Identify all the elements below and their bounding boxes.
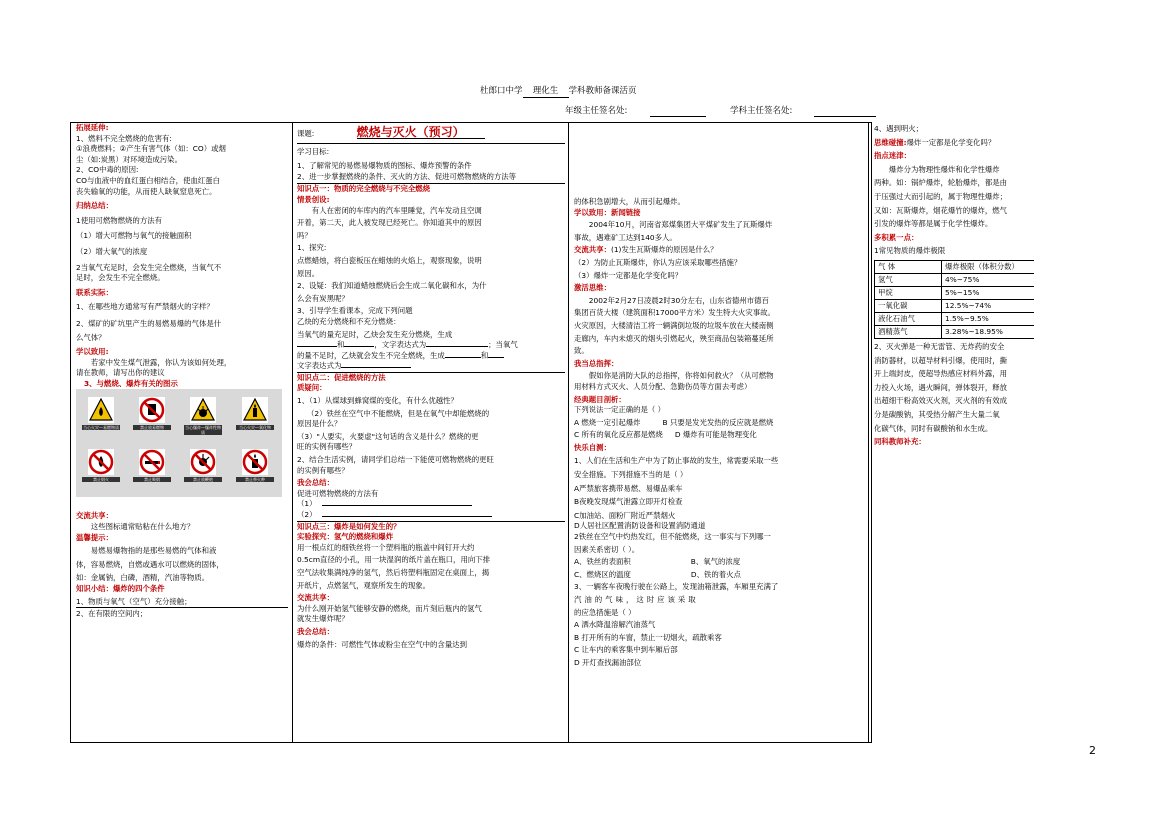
heading-scenario: 情景创设: (297, 194, 330, 204)
column-1 (76, 123, 288, 742)
text-line: 汽油的气味，这时应该采取 (574, 595, 699, 604)
text-span: ；当氧气 (488, 340, 518, 350)
heading-classic: 经典题目剖析： (574, 394, 626, 404)
text-line: 的应急措施是（ ） (574, 607, 636, 617)
text-span: A 燃烧一定引起爆炸 (574, 417, 641, 427)
table-cell: 甲烷 (875, 286, 942, 299)
sign-caption: 当心爆炸—爆炸性物质 (185, 425, 221, 436)
text-line: 的实例有哪些？ (297, 465, 349, 475)
text-line: 2、进一步掌握燃烧的条件、灭火的方法、促进可燃物燃烧的方法等 (297, 171, 517, 181)
text-line: （1）增大可燃物与氧气的接触面积 (76, 231, 192, 241)
text-span: ，文字表达式为 (374, 340, 427, 350)
text-line: 用材料方式灭火、人员分配、急勤伤员等方面去考虑） (574, 381, 752, 391)
text-line: 2、CO中毒的原因: (76, 165, 139, 175)
text-line: （2）增大氧气的浓度 (76, 246, 148, 256)
text-line: 走廊内，车内未熄灭的烟头引燃起火，殃至商品包装箱蔓延所 (574, 333, 774, 343)
text-line: 火灾原因，大楼清洁工将一辆满倒垃圾的垃圾车放在大楼南侧 (574, 320, 774, 330)
heading-share-3: 交流共享： (574, 245, 611, 255)
table-cell: 酒精蒸气 (875, 325, 942, 338)
text-line: 2铁丝在空气中灼热发红，但不能燃烧，这一事实与下列哪一 (574, 532, 771, 542)
text-line: 0.5cm直径的小孔，用一块湿润的纸片盖在瓶口，用向下排 (297, 555, 491, 565)
text-line: 2当氧气充足时，会发生完全燃烧，当氧气不 (76, 262, 222, 272)
text-line: 致。 (574, 346, 589, 356)
text-line: 有人在密闭的车库内的汽车里睡觉，汽车发动且空调 (311, 205, 482, 215)
text-line: 开着，第二天，此人被发现已经死亡。你知道其中的原因 (297, 218, 482, 228)
text-line: （3）爆炸一定都是化学变化吗？ (574, 270, 683, 280)
table-cell: 5%~15% (942, 286, 1035, 299)
text-line: A严禁旅客携带易燃、易爆品乘车 (574, 483, 683, 493)
table-cell: 氢气 (875, 273, 942, 286)
text-line: 分是碳酸钠，其受热分解产生大量二氧 (874, 409, 1000, 419)
text-line: 集团百货大楼（建筑面积17000平方米）发生特大火灾事故。 (574, 308, 775, 318)
outer-right-border (871, 122, 872, 742)
text-line: 消防器材，以超导材料引爆，使用时，撕 (874, 355, 1008, 365)
heading-point-2: 知识点二：促进燃烧的方法 (297, 372, 386, 382)
text-line: 2、结合生活实例，请同学们总结一下能使可燃物燃烧的更旺 (297, 455, 494, 465)
text-span: A、铁丝的表面积 (574, 557, 631, 567)
text-line: 空气法收集满纯净的氢气，然后将塑料瓶固定在桌面上，揭 (297, 567, 490, 577)
text-line: 又如：瓦斯爆炸，烟花爆竹的爆炸，燃气 (874, 205, 1008, 215)
text-line: 1、人们在生活和生产中为了防止事故的发生，常需要采取一些 (574, 456, 779, 466)
text-line: C加油站、面粉厂附近严禁烟火 (574, 510, 676, 520)
table-cell: 4%~75% (942, 273, 1035, 286)
heading-share-2: 交流共享： (297, 593, 334, 603)
col-divider-2 (568, 122, 569, 742)
oxidizer-sign-icon (236, 397, 274, 437)
text-line: 事故，遇难矿工达到140多人。 (574, 232, 677, 242)
school-name: 杜郎口中学 (480, 86, 523, 96)
text-span: B 只要是发光发热的反应就是燃烧 (662, 417, 774, 427)
text-line: 吗？ (297, 230, 312, 240)
text-line: 1使用可燃物燃烧的方法有 (76, 215, 163, 225)
text-span: （2） (297, 510, 317, 519)
text-line: 若家中发生煤气泄露，你认为该如何处理， (90, 357, 232, 367)
text-line: 1、探究: (297, 243, 327, 253)
heading-question: 质疑问： (297, 383, 327, 393)
text-line: D人居社区配置消防设备和设置消防通道 (574, 521, 706, 531)
text-line: 化碳气体，同时有碳酸钠和水生成。 (874, 423, 993, 433)
text-line: 易燃易爆物指的是那些易燃的气体和液 (90, 546, 217, 556)
text-span: B、氧气的浓度 (690, 557, 741, 567)
text-line: 促进可燃物燃烧的方法有 (297, 488, 379, 498)
text-line: CO与血液中的血红蛋白相结合，使血红蛋白 (76, 175, 221, 185)
text-line: 体，容易燃烧，自燃或遇水可以燃烧的固体， (76, 559, 224, 569)
heading-practice: 联系实际： (76, 287, 113, 297)
table-cell: 液化石油气 (875, 312, 942, 325)
text-line: 开纸片，点燃氢气，观察所发生的现象。 (297, 580, 431, 590)
heading-accumulate: 多积累一点： (874, 232, 919, 242)
text-line: 假如你是消防大队的总指挥，你将如何救火？（从可燃物 (588, 371, 774, 381)
column-3 (574, 123, 864, 742)
text-line: 旺的实例有哪些？ (297, 442, 357, 452)
text-line: 丧失输氧的功能，从而使人缺氧窒息死亡。 (76, 186, 217, 196)
text-span: D 爆炸有可能是物理变化 (674, 430, 757, 440)
table-cell: 12.5%~74% (942, 299, 1035, 312)
text-span: (1)发生瓦斯爆炸的原因是什么？ (610, 245, 718, 255)
text-line: 4、遇到明火； (874, 124, 924, 133)
text-line: 足时，会发生不完全燃烧。 (76, 273, 165, 283)
heading-tip: 温馨提示： (76, 532, 113, 542)
no-fire-source-sign-icon (236, 449, 274, 489)
heading-share: 交流共享： (76, 511, 113, 521)
text-span: 爆炸一定都是化学变化吗？ (906, 137, 996, 147)
table-header-gas: 气 体 (875, 260, 942, 273)
sign-caption: 禁止吸烟 (133, 477, 171, 482)
heading-point-1: 知识点一：物质的完全燃烧与不完全燃烧 (297, 184, 431, 194)
text-line: C 让车内的乘客集中到车厢后部 (574, 645, 678, 655)
heading-explosion-conditions: 知识小结：爆炸的四个条件 (76, 584, 165, 594)
page-number: 2 (1089, 744, 1096, 757)
flammable-sign-icon (82, 397, 120, 437)
text-line: B夜晚发现煤气泄露立即开灯检查 (574, 497, 683, 507)
table-row (875, 273, 1035, 286)
text-line: ①浪费燃料；②产生有害气体（如：CO）或烟 (76, 144, 226, 154)
goals-label: 学习目标: (297, 146, 330, 156)
grade-director-sign-line (650, 106, 706, 117)
table-row (875, 286, 1035, 299)
table-cell: 1.5%~9.5% (942, 312, 1035, 325)
text-line: 点燃蜡烛，将白瓷板压在蜡烛的火焰上，观察现象，说明 (297, 255, 482, 265)
text-line: 请在教师，请写出你的建议 (76, 368, 165, 378)
text-line: 3、引导学生看课本，完成下列问题 (297, 306, 413, 316)
table-row (875, 299, 1035, 312)
heading-experiment: 实验探究：氢气的燃烧和爆炸 (297, 532, 394, 542)
text-line: 用一根点红的细铁丝将一个塑料瓶的瓶盖中间钉开大约 (297, 542, 475, 552)
explosive-sign-icon (184, 397, 222, 437)
text-span: D、铁的着火点 (690, 569, 741, 579)
heading-brainstorm: 思维碰撞: (874, 137, 907, 147)
heading-apply: 学以致用: (76, 347, 109, 357)
text-line: （2）铁丝在空气中不能燃烧，但是在氧气中却能燃烧的 (307, 408, 490, 418)
text-line: 原因。 (297, 268, 320, 278)
text-line: 出超细干粉高效灭火剂，灭火剂的有效成 (874, 396, 1008, 406)
text-span: 的量不足时，乙炔就会发生不完全燃烧，生成 (297, 350, 445, 360)
text-line: 乙炔的充分燃烧和不充分燃烧： (297, 316, 401, 326)
text-line: 两种。如：锅炉爆炸，轮胎爆炸，都是由 (874, 178, 1008, 188)
text-line: 2、设疑：我们知道蜡烛燃烧后会生成二氧化碳和水，为什 (297, 281, 487, 291)
table-cell: 一氧化碳 (875, 299, 942, 312)
text-line: 2、灭火弹是一种无雷管、无炸药的安全 (874, 341, 1005, 351)
no-flammables-sign-icon (133, 397, 171, 437)
text-span: 和 (337, 340, 345, 350)
table-header-limit: 爆炸极限（体积分数） (942, 260, 1035, 273)
text-line: 1常见物质的爆炸极限 (874, 246, 946, 256)
heading-summary-2: 我会总结： (297, 478, 334, 488)
text-span: C、燃烧区的温度 (574, 569, 631, 579)
text-line: 的体积急剧增大，从而引起爆炸。 (574, 197, 685, 206)
table-row (875, 312, 1035, 325)
topic-label: 课题: (297, 129, 315, 138)
page-title: 学科教师备课活页 (568, 86, 637, 96)
heading-extension: 拓展延伸: (76, 123, 109, 132)
text-line: 就发生爆炸呢？ (297, 614, 349, 624)
heading-commander: 我当总指挥： (574, 358, 619, 368)
text-line: 引发的爆炸等都是属于化学性爆炸。 (874, 219, 993, 229)
text-line: 于压强过大而引起的，属于物理性爆炸； (874, 191, 1008, 201)
sign-caption: 当心火灾—易燃物质 (83, 425, 119, 431)
subject-field: 理化生 (523, 86, 569, 98)
safety-signs-image (76, 389, 282, 497)
text-line: 1、燃料不完全燃烧的危害有: (76, 133, 172, 143)
text-line: 爆炸分为物理性爆炸和化学性爆炸 (888, 164, 1000, 174)
text-span: 和 (480, 350, 489, 360)
heading-self-test: 快乐自测： (574, 442, 611, 452)
sign-caption: 禁止烟火 (82, 477, 120, 482)
no-fireworks-sign-icon (184, 449, 222, 489)
table-cell: 3.28%~18.95% (942, 325, 1035, 338)
heading-summary: 归纳总结： (76, 201, 113, 211)
lesson-topic: 燃烧与灭火（预习） (357, 127, 485, 139)
heading-summary-3: 我会总结： (297, 626, 334, 636)
heading-activate: 激活思维： (574, 283, 611, 293)
subject-director-sign-line (814, 106, 876, 117)
heading-guidance: 指点迷津： (874, 151, 911, 161)
text-line: 力投入火场，遇火瞬间，弹体裂开，释放 (874, 382, 1008, 392)
heading-signs: 3、与燃烧、爆炸有关的图示 (84, 378, 178, 388)
col-divider-3 (868, 122, 869, 742)
text-line: A 洒水降温溶解汽油蒸气 (574, 620, 656, 630)
text-line: 3、一辆客车夜晚行驶在公路上，发现油箱泄露，车厢里充满了 (574, 582, 779, 592)
text-line: 1、在哪些地方通常写有严禁烟火的字样？ (76, 302, 214, 312)
text-line: 1、了解常见的易燃易爆物质的图标、爆炸预警的条件 (297, 161, 472, 171)
text-line: 安全措施。下列措施不当的是（ ） (574, 470, 688, 480)
text-line: （3）"人要实，火要虚"这句话的含义是什么？燃烧的更 (297, 431, 479, 441)
text-line: 1、物质与氧气（空气）充分接触； (76, 596, 192, 606)
text-span: C 所有的氧化反应都是燃烧 (574, 430, 663, 440)
column-2 (297, 123, 565, 742)
text-line: 2002年2月27日凌晨2时30分左右，山东省德州市德百 (588, 295, 769, 305)
sign-caption: 当心火灾—氧化物 (236, 425, 274, 430)
no-open-flame-sign-icon (82, 449, 120, 489)
sign-caption: 禁止放鞭炮 (184, 477, 222, 482)
table-row (875, 325, 1035, 338)
explosion-limit-table (874, 260, 1034, 339)
text-span: （1） (297, 499, 317, 509)
text-line: 开上端封皮，使超导热感应材料外露，用 (874, 369, 1008, 379)
text-line: 2、煤矿的矿坑里产生的易燃易爆的气体是什 (76, 318, 222, 328)
text-line: 这些图标通常贴粘在什么地方？ (90, 522, 195, 532)
text-line: 么会有炭黑呢？ (297, 293, 349, 303)
text-line: 为什么刚开始氢气能够安静的燃烧，而片刻后瓶内的氢气 (297, 603, 482, 613)
text-line: B 打开所有的车窗，禁止一切烟火，疏散乘客 (574, 632, 722, 642)
text-line: 原因是什么？ (297, 419, 342, 429)
text-line: 当氧气的量充足时，乙炔会发生充分燃烧，生成 (297, 329, 453, 339)
text-line: 2004年10月，河南省郑煤集团大平煤矿发生了瓦斯爆炸 (588, 220, 773, 230)
no-smoking-sign-icon (133, 449, 171, 489)
text-span: 文字表达式为 (297, 361, 342, 371)
text-line: 下列说法一定正确的是（ ） (574, 405, 666, 415)
text-line: （2）为防止瓦斯爆炸，你认为应该采取哪些措施？ (574, 257, 742, 267)
text-line: 么气体？ (76, 332, 106, 342)
heading-colleague-notes: 同科教师补充： (874, 437, 926, 447)
sign-caption: 禁止带火种 (236, 477, 274, 482)
text-line: 尘（如:炭黑）对环境造成污染。 (76, 154, 182, 164)
sign-caption: 禁止放易燃物 (133, 425, 171, 430)
text-line: 因素关系密切（ ）。 (574, 544, 640, 554)
text-line: D 开灯查找漏油部位 (574, 657, 642, 667)
heading-news: 学以致用：新闻链接 (574, 207, 641, 217)
subject-director-sign-label: 学科主任签名处: (730, 106, 793, 116)
text-line: 1、（1）从煤球到蜂窝煤的变化，有什么优越性？ (297, 396, 458, 406)
heading-point-3: 知识点三：爆炸是如何发生的？ (297, 521, 401, 531)
text-line: 2、在有限的空间内； (76, 609, 148, 619)
column-4 (874, 123, 1034, 742)
text-line: 爆炸的条件：可燃性气体或粉尘在空气中的含量达到 (297, 639, 467, 649)
text-line: 如：金属钠，白磷，酒精，汽油等物质。 (76, 573, 210, 583)
col-divider-1 (292, 122, 293, 742)
grade-director-sign-label: 年级主任签名处: (565, 106, 628, 116)
